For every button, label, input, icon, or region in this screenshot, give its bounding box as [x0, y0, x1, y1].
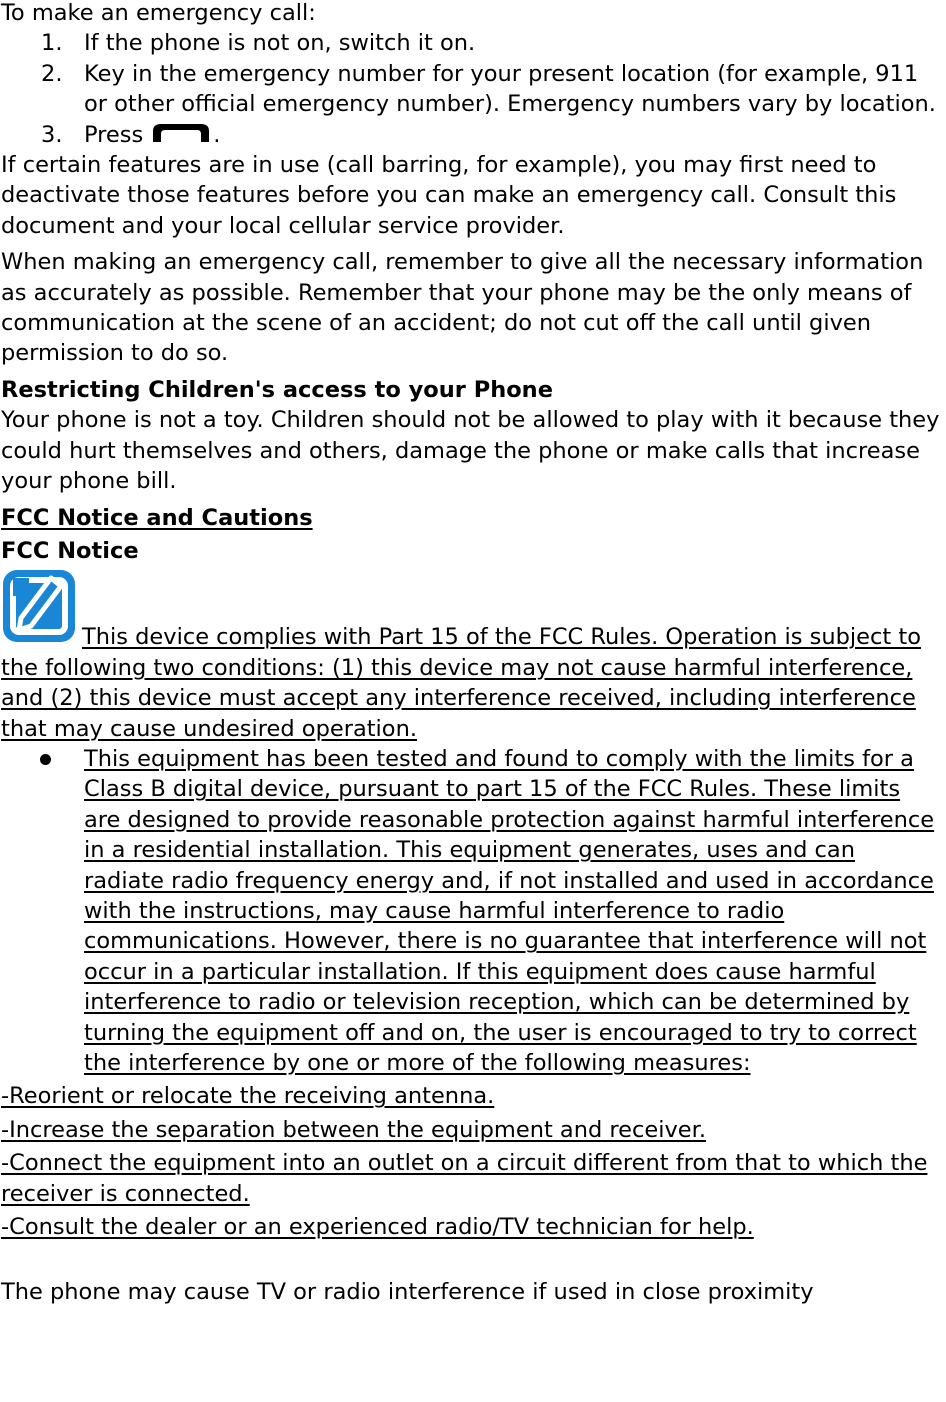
- emergency-step: [1, 59, 940, 120]
- emergency-steps: [1, 28, 940, 150]
- fcc-section-heading-text: FCC Notice and Cautions: [1, 504, 313, 531]
- fcc-compliance: [1, 568, 940, 744]
- step-number: 1.: [41, 30, 63, 57]
- fcc-measure-text: -Increase the separation between the equipment and receiver.: [1, 1116, 706, 1143]
- fcc-bullet-list: [1, 744, 940, 1078]
- step-number: 3.: [41, 121, 63, 148]
- emergency-intro: To make an emergency call:: [1, 0, 316, 26]
- phone-handset-icon: [149, 122, 213, 144]
- fcc-measure-text: -Consult the dealer or an experienced radio/TV technician for help.: [1, 1214, 754, 1241]
- fcc-closing-text: The phone may cause TV or radio interference if used in close proximity: [1, 1279, 814, 1306]
- step-suffix: .: [213, 121, 221, 148]
- emergency-step: [1, 28, 940, 58]
- bullet-dot: [40, 754, 51, 765]
- step-text: Key in the emergency number for your present location (for example, 911 or other official emergency number). Emergency numbers vary by location.: [84, 60, 936, 118]
- fcc-measure: [1, 1115, 940, 1145]
- fcc-section-heading: [1, 503, 940, 533]
- children-text: Your phone is not a toy. Children should not be allowed to play with it because they could hurt themselves and others, damage the phone or make calls that increase your phone bill.: [1, 407, 940, 495]
- step-text: Press: [84, 121, 144, 148]
- fcc-measure: [1, 1212, 940, 1242]
- features-note: If certain features are in use (call barring, for example), you may first need to deactivate those features before you can make an emergency call. Consult this document and your local cellular service provider.: [1, 152, 897, 239]
- fcc-measure: [1, 1081, 940, 1111]
- fcc-measure-text: -Reorient or relocate the receiving antenna.: [1, 1083, 495, 1110]
- children-heading: Restricting Children's access to your Phone: [1, 376, 553, 403]
- fcc-measure: [1, 1148, 940, 1209]
- step-text: If the phone is not on, switch it on.: [84, 30, 476, 57]
- step-number: 2.: [41, 60, 63, 87]
- fcc-notice-heading: FCC Notice: [1, 537, 139, 564]
- fcc-compliance-text: This device complies with Part 15 of the FCC Rules. Operation is subject to the following two conditions: (1) this device may not cause harmful interference, and (2) this device must accept any interference received, including interference that may cause undesired operation.: [1, 624, 921, 742]
- fcc-bullet-text: This equipment has been tested and found to comply with the limits for a Class B digital device, pursuant to part 15 of the FCC Rules. These limits are designed to provide reasonable protection against harmful interference in a residential installation. This equipment generates, uses and can radiate radio frequency energy and, if not installed and used in accordance with the instructions, may cause harmful interference to radio communications. However, there is no guarantee that interference will not occur in a particular installation. If this equipment does cause harmful interference to radio or television reception, which can be determined by turning the equipment off and on, the user is encouraged to try to correct the interference by one or more of the following measures:: [84, 745, 935, 1076]
- fcc-bullet-item: [1, 744, 940, 1078]
- emergency-step: [1, 120, 940, 150]
- note-pencil-icon: [1, 568, 77, 644]
- making-call-note: When making an emergency call, remember to give all the necessary information as accurately as possible. Remember that your phone may be the only means of communication at the scene of an accident; do not cut off the call until given permission to do so.: [1, 249, 924, 367]
- fcc-measure-text: -Connect the equipment into an outlet on a circuit different from that to which the receiver is connected.: [1, 1150, 928, 1207]
